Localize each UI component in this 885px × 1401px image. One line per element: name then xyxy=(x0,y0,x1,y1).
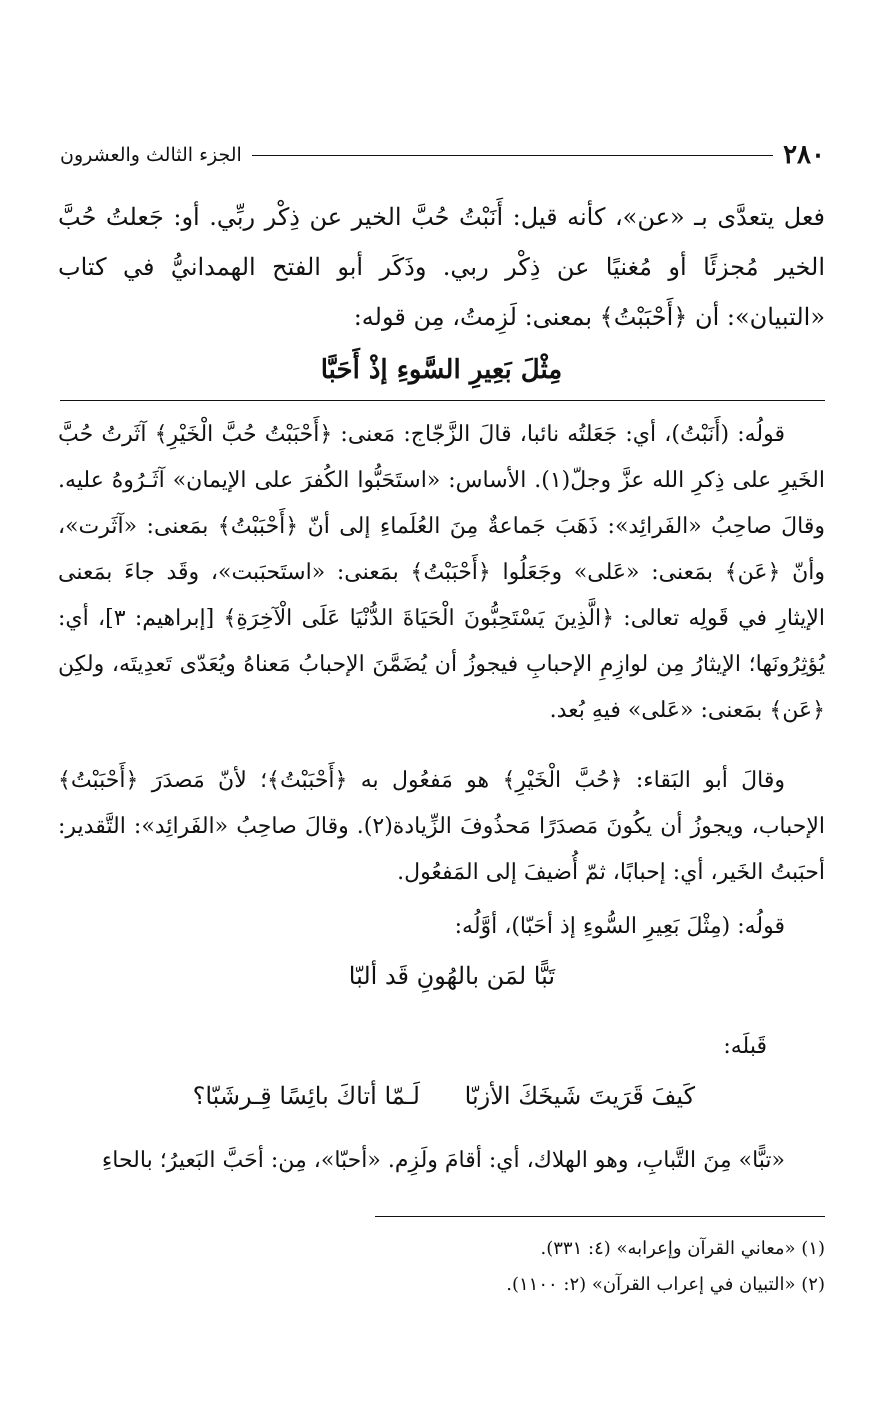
commentary-paragraph-1: قولُه: (أَنَبْتُ)، أي: جَعَلتُه نائبا، قالَ الزَّجّاج: مَعنى: ﴿أَحْبَبْتُ حُبَّ الْخَيْرِ﴾ آثَرتُ حُبَّ الخَيرِ على ذِكرِ الله عزَّ وجلّ(١). الأساس: «استَحَبُّوا الكُفرَ على الإيمان» آثَـرُوهُ عليه. وقالَ صاحِبُ «الفَرائِد»: ذَهَبَ جَماعةٌ مِنَ العُلَماءِ إلى أنّ ﴿أَحْبَبْتُ﴾ بمَعنى: «آثَرت»، وأنّ ﴿عَن﴾ بمَعنى: «عَلى» وجَعَلُوا ﴿أَحْبَبْتُ﴾ بمَعنى: «استَحبَبت»، وقَد جاءَ بمَعنى الإيثارِ في قَولِه تعالى: ﴿الَّذِينَ يَسْتَحِبُّونَ الْحَيَاةَ الدُّنْيَا عَلَى الْآخِرَةِ﴾ [إبراهيم: ٣]، أي: يُؤثِرُونَها؛ الإيثارُ مِن لوازِمِ الإحبابِ فيجوزُ أن يُضَمَّنَ الإحبابُ مَعناهُ ويُعَدّى تَعدِيتَه، ولكِن ﴿عَن﴾ بمَعنى: «عَلى» فيهِ بُعد. xyxy=(58,422,826,723)
section-divider xyxy=(60,400,825,401)
commentary-paragraph-2: وقالَ أبو البَقاء: ﴿حُبَّ الْخَيْرِ﴾ هو مَفعُول به ﴿أَحْبَبْتُ﴾؛ لأنّ مَصدَرَ ﴿أَحْبَبْتُ﴾ الإحباب، ويجوزُ أن يكُونَ مَصدَرًا مَحذُوفَ الزِّيادة(٢). وقالَ صاحِبُ «الفَرائِد»: التَّقدير: أحبَبتُ الخَير، أي: إحبابًا، ثمّ أُضيفَ إلى المَفعُول. xyxy=(58,768,826,885)
commentary-label-qablah: قَبلَه: xyxy=(723,1034,767,1059)
footnote-1: (١) «معاني القرآن وإعرابه» (٤: ٣٣١). xyxy=(540,1238,825,1259)
header-rule xyxy=(252,155,773,156)
verse-line-2-second-hemistich: لَـمّا أتاكَ بائِسًا قِـرشَبّا؟ xyxy=(192,1082,420,1110)
commentary-paragraph-3: قولُه: (مِثْلَ بَعِيرِ السُّوءِ إذ أحَبّا)، أوَّلُه: xyxy=(454,914,785,939)
page-number: ٢٨٠ xyxy=(783,140,825,170)
running-title: الجزء الثالث والعشرون xyxy=(60,144,242,166)
footnote-rule xyxy=(375,1216,825,1217)
page-header xyxy=(60,138,825,172)
verse-line-2-first-hemistich: كَيفَ قَرَيتَ شَيخَكَ الأزبّا xyxy=(464,1082,695,1110)
commentary-paragraph-5: «تبًّا» مِنَ التَّبابِ، وهو الهلاك، أي: أقامَ ولَزِم. «أحبّا»، مِن: أحَبَّ البَعيرُ؛ بالحاءِ xyxy=(101,1148,785,1173)
main-text-paragraph: فعل يتعدَّى بـ «عن»، كأنه قيل: أَنَبْتُ حُبَّ الخير عن ذِكْر ربِّي. أو: جَعلتُ حُبَّ الخير مُجزئًا أو مُغنيًا عن ذِكْر ربي. وذَكَر أبو الفتح الهمدانيُّ في كتاب «التبيان»: أن ﴿أَحْبَبْتُ﴾ بمعنى: لَزِمتُ، مِن قوله: xyxy=(58,203,825,331)
main-verse: مِثْلَ بَعِيرِ السَّوءِ إذْ أَحَبَّا xyxy=(320,355,563,385)
footnote-2: (٢) «التبيان في إعراب القرآن» (٢: ١١٠٠). xyxy=(506,1274,825,1295)
verse-line-1: تَبًّا لمَن بالهُونِ قَد ألبّا xyxy=(348,962,555,990)
